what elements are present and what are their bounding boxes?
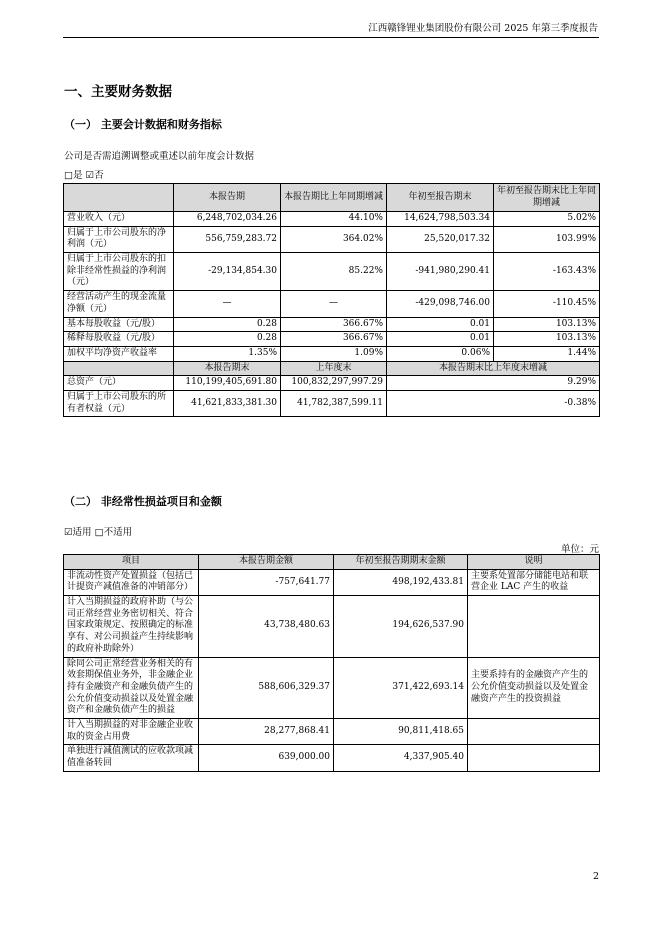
checked-box-icon: ☑: [64, 527, 73, 538]
cell-value: 364.02%: [281, 226, 387, 252]
item-note: [468, 596, 600, 657]
cell-value: 1.09%: [281, 346, 387, 361]
cell-value: 194,626,537.90: [334, 596, 468, 657]
item-label: 非流动性资产处置损益（包括已计提资产减值准备的冲销部分）: [64, 569, 199, 595]
cell-value: 90,811,418.65: [334, 718, 468, 744]
table-header-cell: 本报告期末: [174, 361, 281, 376]
cell-value: 371,422,693.14: [334, 657, 468, 718]
cell-value: 41,621,833,381.30: [174, 390, 281, 416]
row-label: 加权平均净资产收益率: [64, 346, 174, 361]
row-label: 归属于上市公司股东的净利润（元）: [64, 226, 174, 252]
cell-value: 588,606,329.37: [199, 657, 334, 718]
cell-value: 1.35%: [174, 346, 281, 361]
cell-value: 9.29%: [387, 376, 600, 391]
cell-value: 43,738,480.63: [199, 596, 334, 657]
cell-value: 85.22%: [281, 253, 387, 291]
cell-value: 103.99%: [494, 226, 600, 252]
cell-value: 103.13%: [494, 317, 600, 332]
cell-value: 366.67%: [281, 317, 387, 332]
row-label: 总资产（元）: [64, 376, 174, 391]
cell-value: -0.38%: [387, 390, 600, 416]
unchecked-box-icon: □: [94, 527, 104, 538]
table-header-cell: 说明: [468, 555, 600, 570]
restatement-options: [64, 167, 104, 181]
subsection-title-1: （一） 主要会计数据和财务指标: [64, 118, 222, 131]
table-header-cell: [64, 361, 174, 376]
cell-value: 25,520,017.32: [387, 226, 494, 252]
cell-value: 366.67%: [281, 332, 387, 347]
cell-value: -941,980,290.41: [387, 253, 494, 291]
cell-value: 4,337,905.40: [334, 745, 468, 771]
non-recurring-items-table: [63, 554, 600, 772]
cell-value: -163.43%: [494, 253, 600, 291]
item-note: 主要系处置部分储能电站和联营企业 LAC 产生的收益: [468, 569, 600, 595]
table-row: [64, 596, 600, 657]
header-rule: [63, 37, 599, 38]
cell-value: 0.01: [387, 317, 494, 332]
cell-value: 6,248,702,034.26: [174, 212, 281, 227]
restatement-question: 公司是否需追溯调整或重述以前年度会计数据: [64, 151, 255, 162]
row-label: 基本每股收益（元/股）: [64, 317, 174, 332]
table-header-cell: 年初至报告期期末金额: [334, 555, 468, 570]
table-header-cell: 本报告期比上年同期增减: [281, 184, 387, 212]
cell-value: 100,832,297,997.29: [281, 376, 387, 391]
unit-label: 单位：元: [560, 544, 599, 555]
cell-value: 498,192,433.81: [334, 569, 468, 595]
table-row: [64, 317, 600, 332]
table-row: [64, 745, 600, 771]
report-header-title: 江西赣锋锂业集团股份有限公司 2025 年第三季度报告: [368, 23, 598, 34]
table-header-cell: 本报告期: [174, 184, 281, 212]
row-label: 归属于上市公司股东的所有者权益（元）: [64, 390, 174, 416]
unchecked-box-icon: □: [64, 170, 73, 181]
cell-value: 0.06%: [387, 346, 494, 361]
page-number: 2: [592, 871, 599, 882]
table-row: [64, 718, 600, 744]
key-financial-data-table: [63, 183, 600, 417]
cell-value: 103.13%: [494, 332, 600, 347]
option-not-applicable-label: 不适用: [103, 527, 133, 538]
table-header-cell: 年初至报告期末比上年同期增减: [494, 184, 600, 212]
checked-box-icon: ☑: [85, 170, 95, 181]
applicability-options: [64, 524, 132, 538]
item-note: 主要系持有的金融资产产生的公允价值变动损益以及处置金融资产产生的投资损益: [468, 657, 600, 718]
cell-value: 0.28: [174, 317, 281, 332]
table-row: [64, 569, 600, 595]
row-label: 稀释每股收益（元/股）: [64, 332, 174, 347]
section-title: 一、主要财务数据: [64, 84, 172, 100]
option-applicable-label: 适用: [72, 527, 92, 538]
cell-value: 41,782,387,599.11: [281, 390, 387, 416]
cell-value: -110.45%: [494, 291, 600, 317]
item-label: 除同公司正常经营业务相关的有效套期保值业务外，非金融企业持有金融资产和金融负债产生的公允价值变动损益以及处置金融资产和金融负债产生的损益: [64, 657, 199, 718]
option-no-label: 否: [94, 170, 104, 181]
table-row: [64, 332, 600, 347]
cell-value: —: [174, 291, 281, 317]
table-row: [64, 291, 600, 317]
table-row: [64, 657, 600, 718]
cell-value: —: [281, 291, 387, 317]
subsection-title-2: （二） 非经常性损益项目和金额: [64, 495, 222, 508]
cell-value: 639,000.00: [199, 745, 334, 771]
table-row: [64, 376, 600, 391]
cell-value: -429,098,746.00: [387, 291, 494, 317]
cell-value: 0.01: [387, 332, 494, 347]
table-row: [64, 390, 600, 416]
table-header-cell: 本报告期末比上年度末增减: [387, 361, 600, 376]
cell-value: 44.10%: [281, 212, 387, 227]
table-header-cell: [64, 184, 174, 212]
cell-value: 110,199,405,691.80: [174, 376, 281, 391]
cell-value: 28,277,868.41: [199, 718, 334, 744]
table-header-cell: 年初至报告期末: [387, 184, 494, 212]
item-label: 计入当期损益的政府补助（与公司正常经营业务密切相关、符合国家政策规定、按照确定的标准享有、对公司损益产生持续影响的政府补助除外）: [64, 596, 199, 657]
cell-value: -29,134,854.30: [174, 253, 281, 291]
row-label: 归属于上市公司股东的扣除非经常性损益的净利润（元）: [64, 253, 174, 291]
cell-value: 0.28: [174, 332, 281, 347]
table-row: [64, 226, 600, 252]
row-label: 营业收入（元）: [64, 212, 174, 227]
item-note: [468, 745, 600, 771]
row-label: 经营活动产生的现金流量净额（元）: [64, 291, 174, 317]
table-header-cell: 项目: [64, 555, 199, 570]
table-header-cell: 本报告期金额: [199, 555, 334, 570]
table-header-cell: 上年度末: [281, 361, 387, 376]
option-yes-label: 是: [72, 170, 83, 181]
table-row: [64, 253, 600, 291]
item-label: 计入当期损益的对非金融企业收取的资金占用费: [64, 718, 199, 744]
cell-value: 5.02%: [494, 212, 600, 227]
table-row: [64, 346, 600, 361]
cell-value: -757,641.77: [199, 569, 334, 595]
cell-value: 14,624,798,503.34: [387, 212, 494, 227]
item-label: 单独进行减值测试的应收款项减值准备转回: [64, 745, 199, 771]
cell-value: 556,759,283.72: [174, 226, 281, 252]
item-note: [468, 718, 600, 744]
cell-value: 1.44%: [494, 346, 600, 361]
table-row: [64, 212, 600, 227]
